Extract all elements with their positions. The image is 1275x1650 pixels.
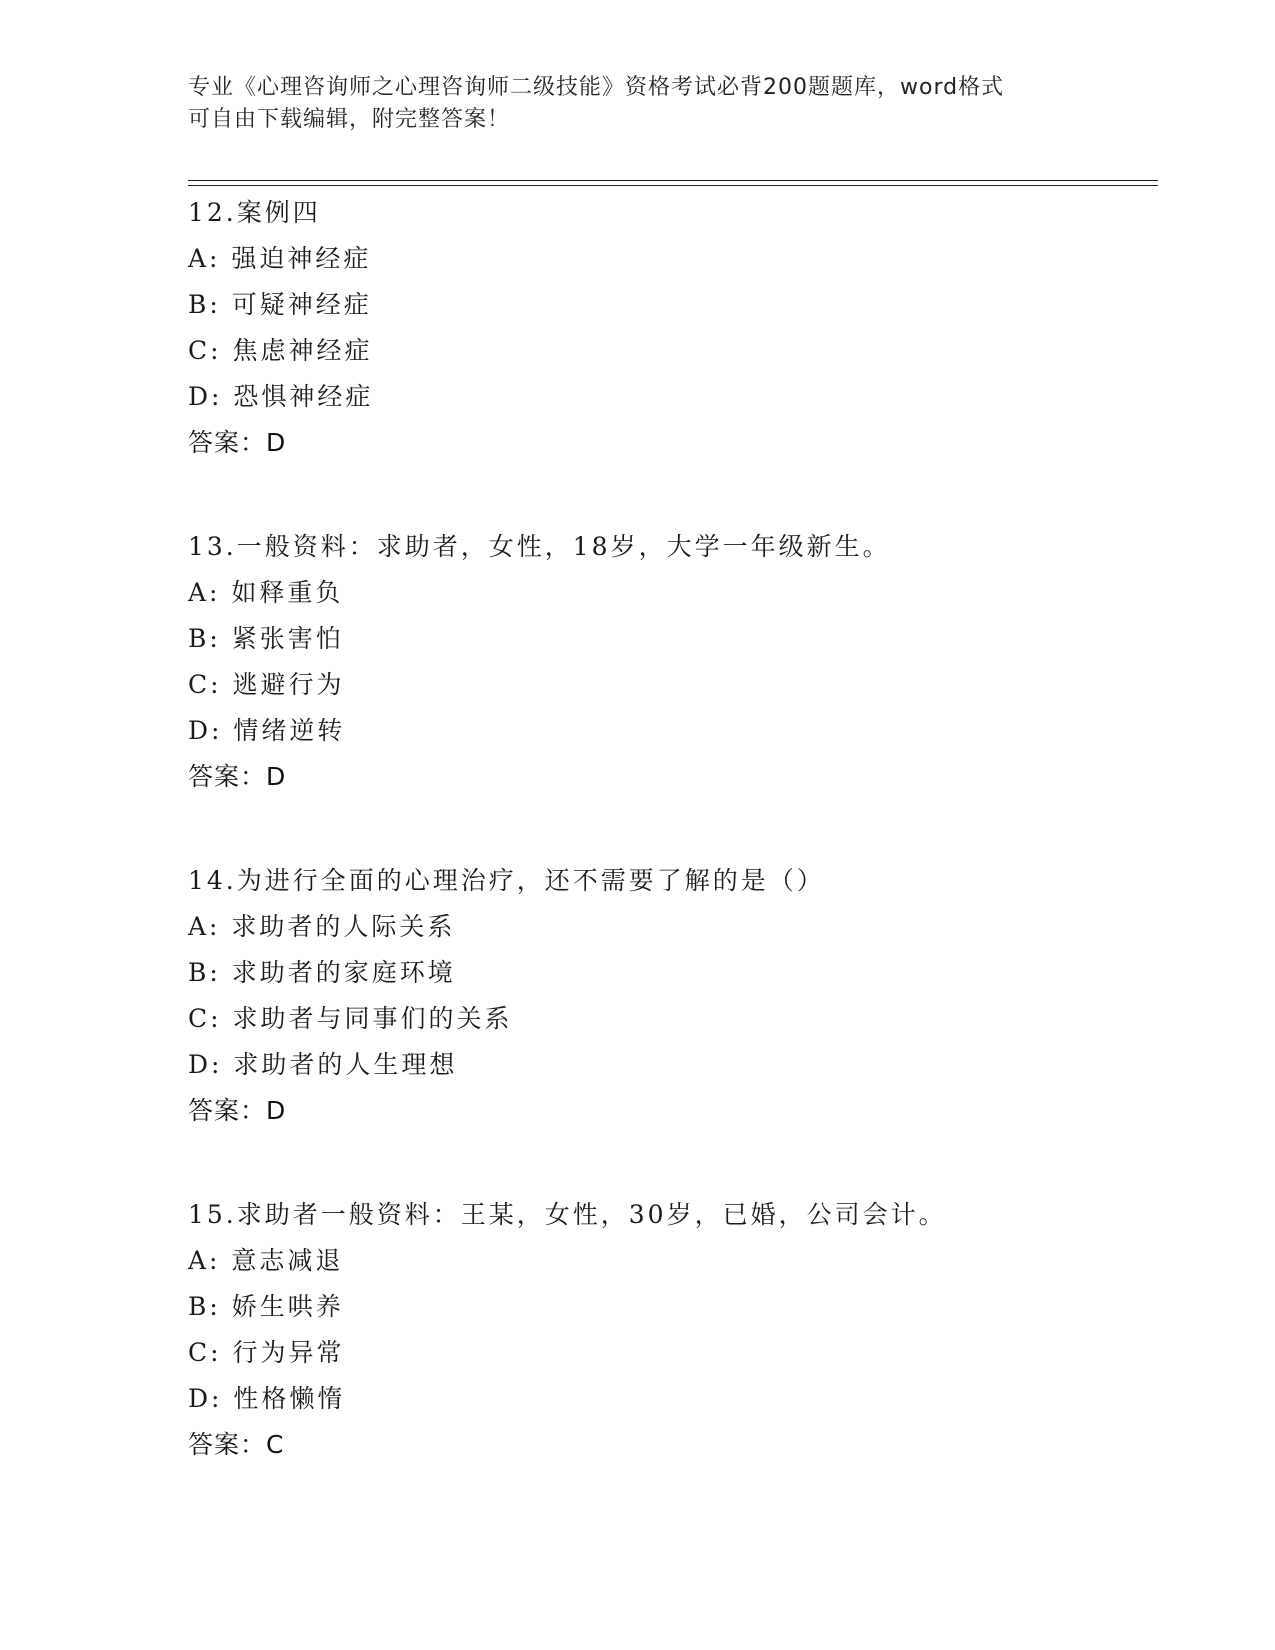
question-14 [188, 858, 1158, 1134]
question-stem: 14.为进行全面的心理治疗，还不需要了解的是（） [188, 866, 825, 895]
option-c: C: 焦虑神经症 [188, 336, 373, 365]
option-a: A: 强迫神经症 [188, 244, 372, 273]
option-d: D: 求助者的人生理想 [188, 1050, 458, 1079]
question-stem: 15.求助者一般资料：王某，女性，30岁，已婚，公司会计。 [188, 1200, 947, 1229]
option-d: D: 情绪逆转 [188, 716, 346, 745]
answer-line: 答案：D [188, 762, 287, 791]
answer-line: 答案：C [188, 1430, 285, 1459]
option-a: A: 意志减退 [188, 1246, 344, 1275]
option-a: A: 如释重负 [188, 578, 344, 607]
header-divider-top [188, 180, 1158, 181]
header-divider-bottom [188, 185, 1158, 186]
header-line-2: 可自由下载编辑，附完整答案！ [188, 107, 511, 132]
header-line-1: 专业《心理咨询师之心理咨询师二级技能》资格考试必背200题题库，word格式 [188, 75, 1005, 100]
option-c: C: 行为异常 [188, 1338, 345, 1367]
option-c: C: 求助者与同事们的关系 [188, 1004, 513, 1033]
option-b: B: 可疑神经症 [188, 290, 372, 319]
question-15 [188, 1192, 1158, 1468]
option-b: B: 娇生哄养 [188, 1292, 344, 1321]
question-stem: 12.案例四 [188, 198, 321, 227]
answer-line: 答案：D [188, 1096, 287, 1125]
option-d: D: 恐惧神经症 [188, 382, 374, 411]
option-d: D: 性格懒惰 [188, 1384, 346, 1413]
document-header [188, 72, 1088, 136]
option-b: B: 紧张害怕 [188, 624, 344, 653]
answer-line: 答案：D [188, 428, 287, 457]
question-12 [188, 190, 1158, 466]
option-a: A: 求助者的人际关系 [188, 912, 456, 941]
option-b: B: 求助者的家庭环境 [188, 958, 456, 987]
question-13 [188, 524, 1158, 800]
question-stem: 13.一般资料：求助者，女性，18岁，大学一年级新生。 [188, 532, 891, 561]
question-list [188, 190, 1158, 1526]
option-c: C: 逃避行为 [188, 670, 345, 699]
